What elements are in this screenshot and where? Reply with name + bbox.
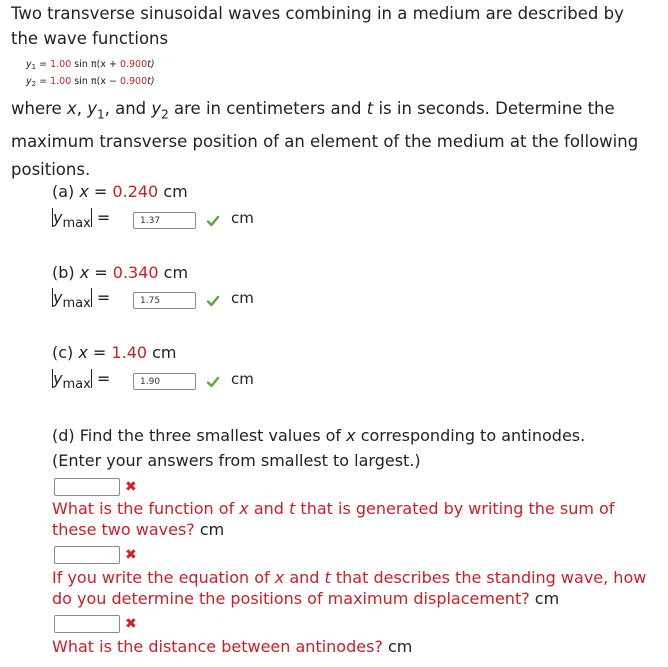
wave-equation-2: $y_2 = 1.00$ sin π(x − 0.900t): [26, 76, 155, 88]
part-b-ymax-label: $y_{max}$ =: [53, 288, 111, 312]
problem-intro: [11, 2, 661, 51]
correct-check-icon: [206, 214, 220, 228]
part-d-question: (d) Find the three smallest values of x corresponding to antinodes. (Enter your answers from smallest to largest.): [52, 426, 586, 470]
part-b-answer-input[interactable]: 1.75: [133, 292, 196, 309]
incorrect-cross-icon: ✖: [125, 547, 137, 563]
antinode-1-input[interactable]: [54, 478, 120, 496]
antinode-3-input[interactable]: [54, 615, 120, 633]
hint-1: What is the function of x and t that is generated by writing the sum of these two waves? cm: [52, 499, 615, 539]
part-a-unit: cm: [231, 209, 254, 227]
part-c-ymax-label: $y_{max}$ =: [53, 369, 111, 393]
part-a-answer-input[interactable]: 1.37: [133, 212, 196, 229]
antinode-2-input[interactable]: [54, 546, 120, 564]
part-b-question: (b) x = 0.340 cm: [52, 263, 189, 282]
intro-line-2: the wave functions: [11, 28, 169, 48]
part-a-ymax-label: $y_{max}$ =: [53, 208, 111, 232]
wave-equation-1: $y_1 = 1.00$ sin π(x + 0.900t): [26, 59, 155, 71]
part-c-unit: cm: [231, 370, 254, 388]
hint-2: If you write the equation of x and t that describes the standing wave, how do you determine the positions of maximum displacement? cm: [52, 568, 647, 608]
incorrect-cross-icon: ✖: [125, 479, 137, 495]
part-c-question: (c) x = 1.40 cm: [52, 343, 177, 362]
intro-line-1: Two transverse sinusoidal waves combining in a medium are described by: [11, 4, 624, 23]
incorrect-cross-icon: ✖: [125, 616, 137, 632]
problem-where: where x, $y_1$, and $y_2$ are in centimeters and t is in seconds. Determine the maximum transverse position of an element of the medium at the following positions.: [11, 99, 639, 180]
hint-3: What is the distance between antinodes? cm: [52, 637, 413, 656]
part-b-unit: cm: [231, 289, 254, 307]
correct-check-icon: [206, 294, 220, 308]
part-c-answer-input[interactable]: 1.90: [133, 373, 196, 390]
part-a-question: (a) x = 0.240 cm: [52, 182, 188, 201]
correct-check-icon: [206, 375, 220, 389]
